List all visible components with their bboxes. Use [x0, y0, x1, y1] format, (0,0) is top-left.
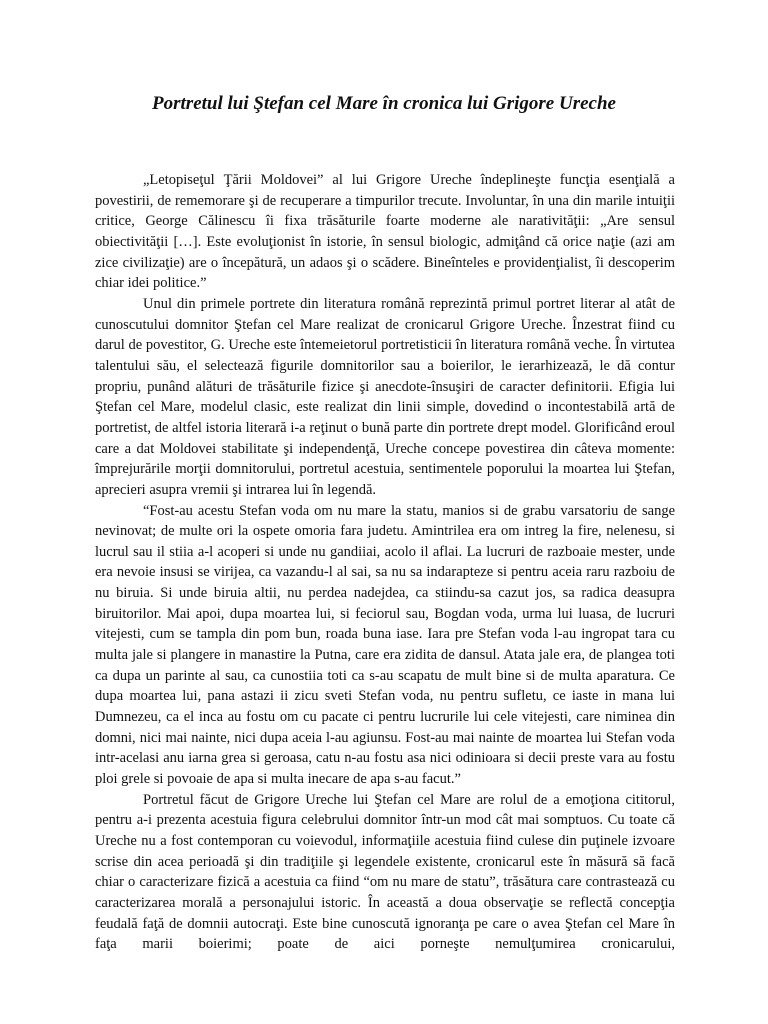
paragraph-quotation: “Fost-au acestu Stefan voda om nu mare la statu, manios si de grabu varsatoriu de sange nevinovat; de multe ori la ospete omoria fara judetu. Amintrilea era om intreg la fire, nelenesu, si lucrul sau il stiia a-l acoperi si unde nu gandiiai, acolo il aflai. La lucruri de razboaie mester, unde era nevoie insusi se virijea, ca vazandu-l al sai, sa nu sa indarapteze si pentru aceia raru razboiu de nu biruia. Si unde biruia altii, nu perdea nadejdea, ca stiindu-sa cazut jos, sa radica deasupra biruitorilor. Mai apoi, dupa moartea lui, si feciorul sau, Bogdan voda, urma lui luasa, de lucruri vitejesti, cum se tampla din pom bun, roada buna iase. Iara pre Stefan voda l-au ingropat tara cu multa jale si plangere in manastire la Putna, care era zidita de dansul. Atata jale era, de plangea toti ca dupa un parinte al sau, ca cunostiia toti ca s-au scapatu de mult bine si de multa aparatura. Ce dupa moartea lui, pana astazi ii zicu sveti Stefan voda, nu pentru sufletu, ce iaste in mana lui Dumnezeu, ca el inca au fostu om cu pacate ci pentru lucrurile lui cele vitejesti, care niminea din domni, nici mai nainte, nici dupa aceia l-au agiunsu. Fost-au mai nainte de moartea lui Stefan voda intr-acelasi anu iarna grea si geroasa, catu n-au fostu asa nici odinioara si decii preste vara au fostu ploi grele si povoaie de apa si multa inecare de apa s-au facut.” [95, 502, 675, 788]
document-title: Portretul lui Ştefan cel Mare în cronica lui Grigore Ureche [152, 93, 616, 114]
paragraph-intro: „Letopiseţul Ţării Moldovei” al lui Grigore Ureche îndeplineşte funcţia esenţială a povestirii, de rememorare şi de recuperare a timpurilor trecute. Involuntar, în una din marile intuiţii critice, George Călinescu îi fixa trăsăturile foarte moderne ale narativităţii: „Are sensul obiectivităţii […]. Este evoluţionist în istorie, în sensul biologic, admiţând că orice naţie (azi am zice civilizaţie) are o începătură, un adaos şi o scădere. Bineînteles e providenţialist, îi descoperim chiar idei politice.” [95, 172, 675, 292]
document-body [95, 170, 675, 955]
paragraph-portraits: Unul din primele portrete din literatura română reprezintă primul portret literar al atât de cunoscutului domnitor Ştefan cel Mare realizat de cronicarul Grigore Ureche. Înzestrat fiind cu darul de povestitor, G. Ureche este întemeietorul portretisticii în literatura română veche. În virtutea talentului său, el selectează figurile domnitorilor sau a boierilor, le ierarhizează, le dă contur propriu, punând alături de trăsăturile fizice şi anecdote-însuşiri de caracter definitorii. Efigia lui Ştefan cel Mare, modelul clasic, este realizat din linii simple, dovedind o incontestabilă artă de portretist, de altfel istoria literară i-a reţinut o bună parte din portrete drept model. Glorificând eroul care a dat Moldovei stabilitate şi independenţă, Ureche concepe povestirea din câteva momente: împrejurările morţii domnitorului, portretul acestuia, sentimentele poporului la moartea lui Ştefan, aprecieri asupra vremii şi intrarea lui în legendă. [95, 295, 675, 498]
paragraph-analysis: Portretul făcut de Grigore Ureche lui Ştefan cel Mare are rolul de a emoţiona cititorul, pentru a-i prezenta acestuia figura celebrului domnitor într-un mod cât mai somptuos. Cu toate că Ureche nu a fost contemporan cu voievodul, informaţiile acestuia fiind culese din puţinele izvoare scrise din acea perioadă şi din tradiţiile şi legendele existente, cronicarul este în măsură să facă chiar o caracterizare fizică a acestuia ca fiind “om nu mare de statu”, trăsătura care contrastează cu caracterizarea morală a personajului istoric. În această a doua observaţie se reflectă concepţia feudală faţă de domnii autocraţi. Este bine cunoscută ignoranţa pe care o avea Ştefan cel Mare în faţa marii boierimi; poate de aici porneşte nemulţumirea cronicarului, [95, 791, 675, 953]
